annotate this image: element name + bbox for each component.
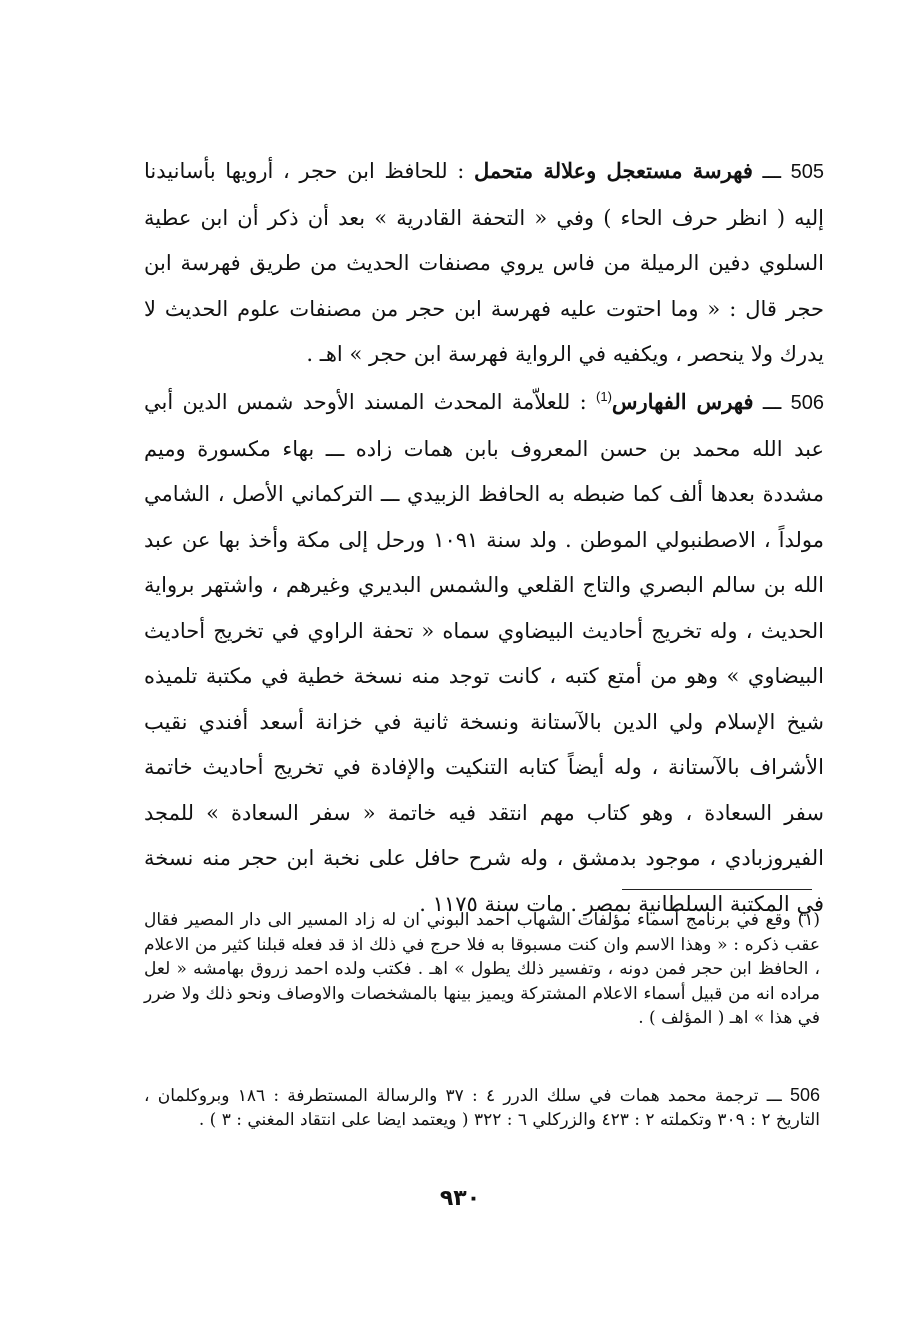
entry-505: [144, 148, 824, 378]
entry-title: فهرسة مستعجل وعلالة متحمل: [474, 158, 753, 183]
entry-506: [144, 374, 824, 927]
entry-text: : للحافظ ابن حجر ، أرويها بأسانيدنا إليه ( انظر حرف الحاء ) وفي « التحفة القادرية » بعد أن ذكر أن ابن عطية السلوي دفين الرميلة من فاس يروي مصنفات الحديث من طريق فهرسة ابن حجر قال : « وما احتوت عليه فهرسة ابن حجر من مصنفات علوم الحديث لا يدرك ولا ينحصر ، ويكفيه في الرواية فهرسة ابن حجر » اهـ .: [144, 159, 824, 366]
page-number: ٩٣٠: [439, 1186, 481, 1211]
footnote-1: [144, 908, 820, 1031]
footnote-text: ترجمة محمد همات في سلك الدرر ٤ : ٣٧ والرسالة المستطرفة : ١٨٦ وبروكلمان ، التاريخ ٢ : ٣٠٩ وتكملته ٢ : ٤٢٣ والزركلي ٦ : ٣٢٢ ( ويعتمد ايضا على انتقاد المغني : ٣ ) .: [144, 1086, 820, 1130]
footnote-number: 506: [789, 1085, 820, 1105]
footnote-reference[interactable]: (1): [595, 389, 612, 404]
entry-title: فهرس الفهارس: [611, 389, 754, 414]
footnote-dash: ـــ: [766, 1086, 782, 1106]
entry-dash: ـــ: [762, 159, 781, 183]
entry-text: : للعلاّمة المحدث المسند الأوحد شمس الدين أبي عبد الله محمد بن حسن المعروف بابن همات زاده ـــ بهاء مكسورة وميم مشددة بعدها ألف كما ضبطه به الحافظ الزبيدي ـــ التركماني الأصل ، الشامي مولداً ، الاصطنبولي الموطن . ولد سنة ١٠٩١ ورحل إلى مكة وأخذ بها عن عبد الله بن سالم البصري والتاج القلعي والشمس البديري وغيرهم ، واشتهر برواية الحديث ، وله تخريج أحاديث البيضاوي سماه « تحفة الراوي في تخريج أحاديث البيضاوي » وهو من أمتع كتبه ، كانت توجد منه نسخة خطية في مكتبة تلميذه شيخ الإسلام ولي الدين بالآستانة ونسخة ثانية في خزانة أسعد أفندي نقيب الأشراف بالآستانة ، وله أيضاً كتابه التنكيت والإفادة في تخريج أحاديث خاتمة سفر السعادة ، وهو كتاب مهم انتقد فيه خاتمة « سفر السعادة » للمجد الفيروزبادي ، موجود بدمشق ، وله شرح حافل على نخبة ابن حجر منه نسخة في المكتبة السلطانية بمصر . مات سنة ١١٧٥ .: [144, 390, 824, 916]
footnote-separator: [622, 889, 812, 890]
footnote-506: [144, 1083, 820, 1132]
footnote-mark: (١): [797, 910, 820, 930]
entry-number: 505: [790, 161, 824, 183]
footnote-text: وقع في برنامج أسماء مؤلفات الشهاب احمد البوني ان له زاد المسير الى دار المصير فقال عقب ذكره : « وهذا الاسم وان كنت مسبوقا به فلا حرج في ذلك اذ قد فعله قبلنا كثير من الاعلام ، الحافظ ابن حجر فمن دونه ، وتفسير ذلك يطول » اهـ . فكتب ولده احمد زروق بهامشه « لعل مراده انه من قبيل أسماء الاعلام المشتركة ويميز بينها بالمشخصات والاوصاف ونحو ذلك ولا ضرر في هذا » اهـ ( المؤلف ) .: [144, 910, 820, 1028]
entry-dash: ـــ: [762, 390, 782, 414]
entry-number: 506: [790, 392, 824, 414]
